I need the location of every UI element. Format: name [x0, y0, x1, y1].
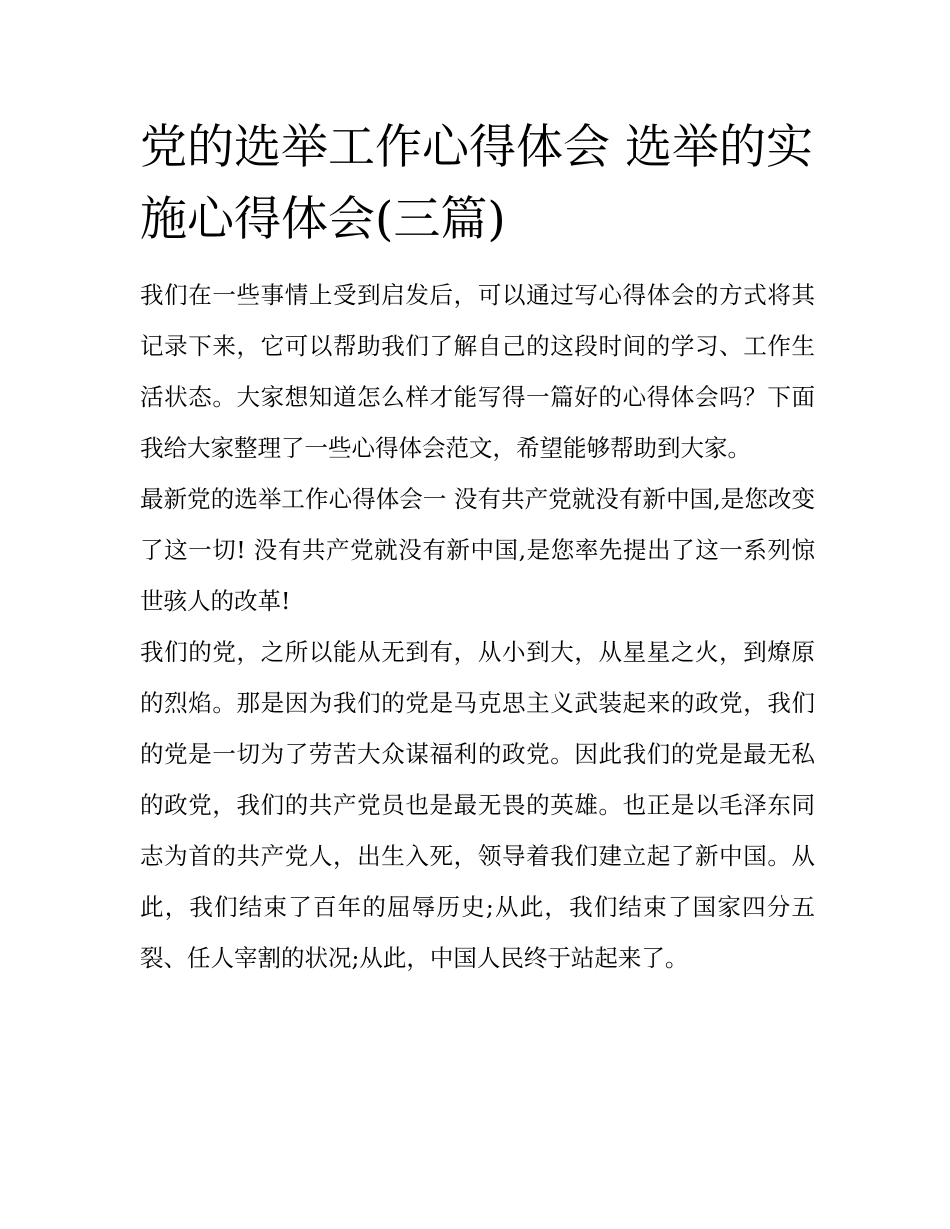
intro-paragraph: 我们在一些事情上受到启发后，可以通过写心得体会的方式将其记录下来，它可以帮助我们了解自己的这段时间的学习、工作生活状态。大家想知道怎么样才能写得一篇好的心得体会吗？下面我给大家整理了一些心得体会范文，希望能够帮助到大家。	[140, 281, 815, 462]
document-page	[140, 112, 815, 984]
section-one-paragraph: 最新党的选举工作心得体会一 没有共产党就没有新中国,是您改变了这一切! 没有共产党就没有新中国,是您率先提出了这一系列惊世骇人的改革!	[140, 485, 815, 615]
body-paragraph: 我们的党，之所以能从无到有，从小到大，从星星之火，到燎原的烈焰。那是因为我们的党是马克思主义武装起来的政党，我们的党是一切为了劳苦大众谋福利的政党。因此我们的党是最无私的政党，我们的共产党员也是最无畏的英雄。也正是以毛泽东同志为首的共产党人，出生入死，领导着我们建立起了新中国。从此，我们结束了百年的屈辱历史;从此，我们结束了国家四分五裂、任人宰割的状况;从此，中国人民终于站起来了。	[140, 638, 815, 972]
document-title: 党的选举工作心得体会 选举的实施心得体会(三篇)	[140, 120, 813, 247]
